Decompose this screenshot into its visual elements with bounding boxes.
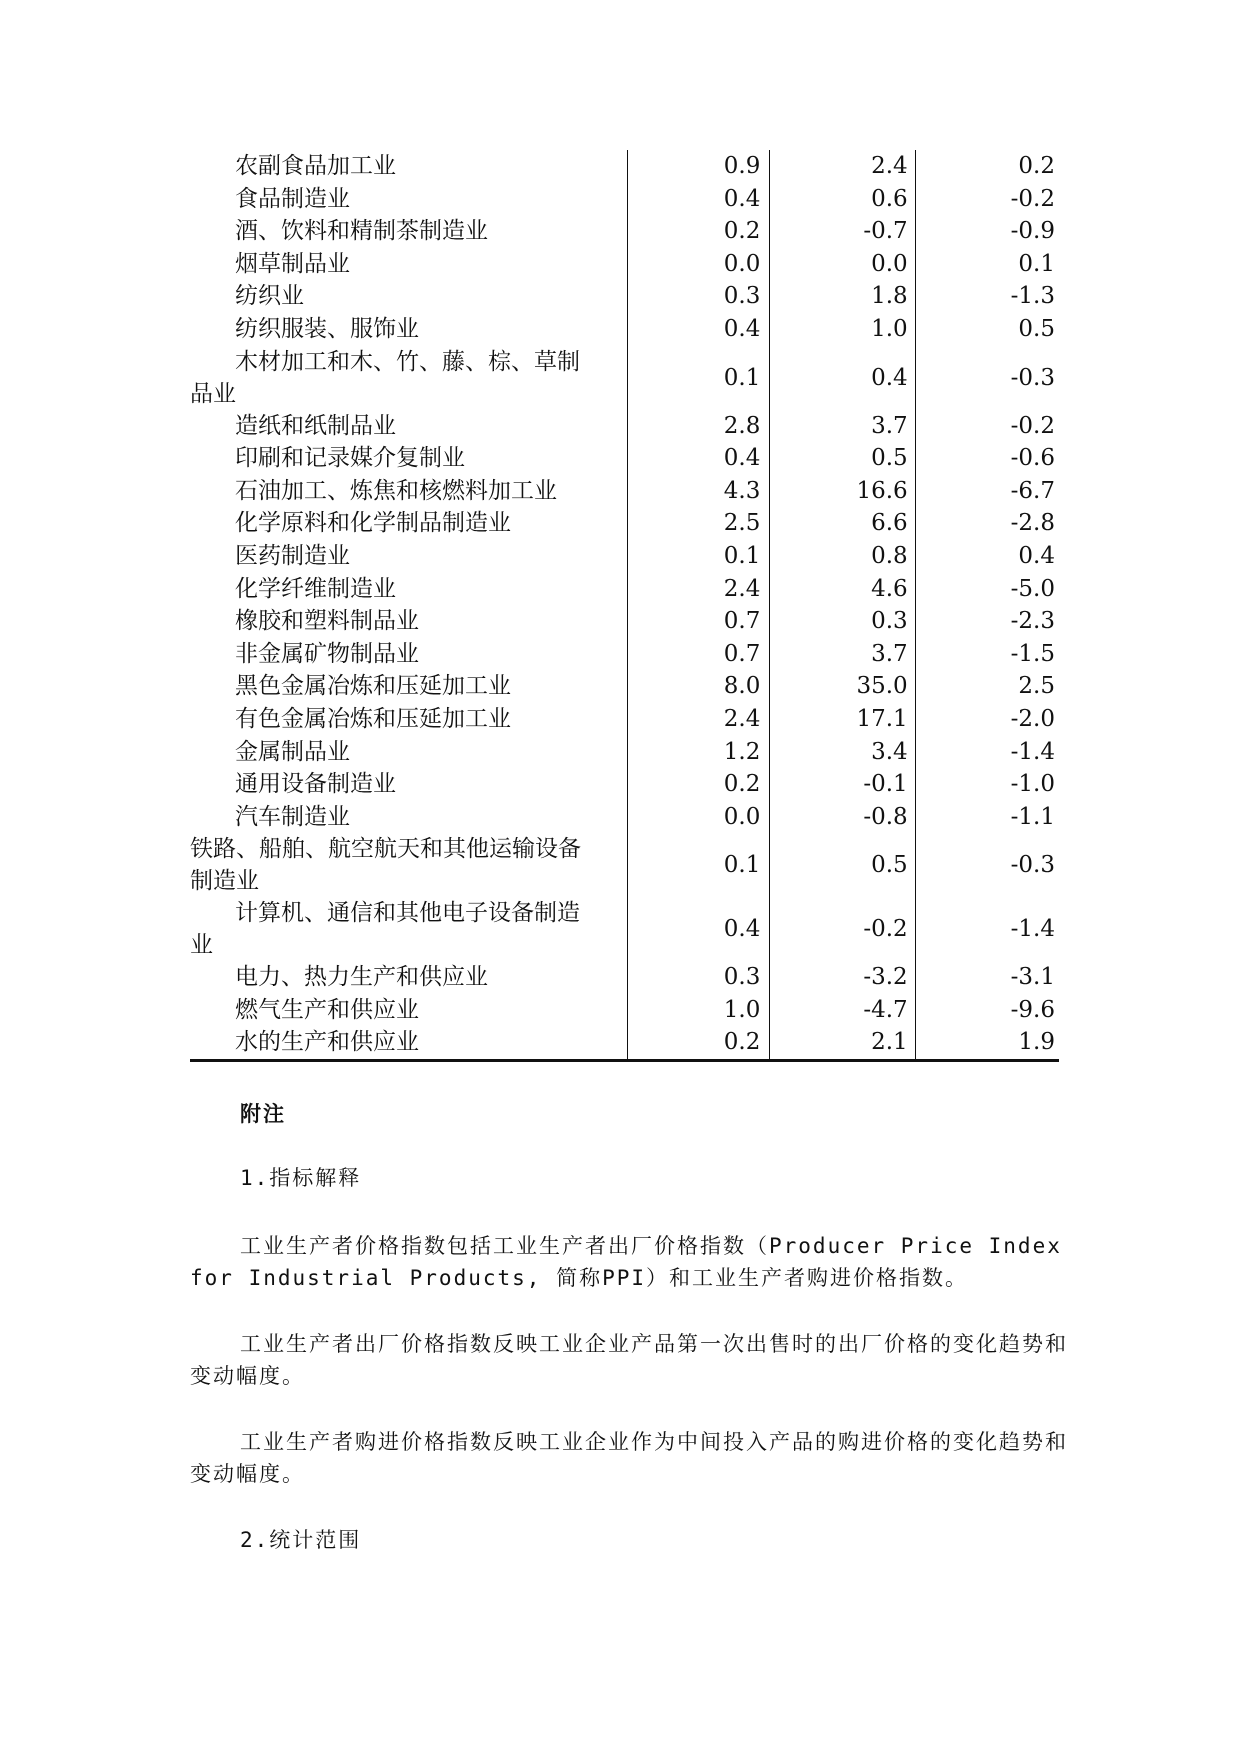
value-cell: 0.4 (628, 183, 770, 216)
value-cell: 0.4 (628, 442, 770, 475)
industry-name: 燃气生产和供应业 (235, 996, 419, 1023)
industry-name: 通用设备制造业 (235, 771, 396, 798)
value-cell: 3.7 (770, 638, 915, 671)
value-cell: 0.7 (628, 605, 770, 638)
value-cell: -0.9 (1010, 218, 1055, 245)
industry-name: 水的生产和供应业 (235, 1029, 419, 1056)
industry-name: 医药制造业 (235, 542, 350, 569)
value-cell: -3.2 (770, 961, 915, 994)
industry-name: 有色金属冶炼和压延加工业 (235, 705, 511, 732)
value-cell: 0.8 (770, 540, 915, 573)
notes-heading: 附注 (240, 1102, 286, 1126)
value-cell: 1.9 (1018, 1029, 1055, 1056)
industry-name: 印刷和记录媒介复制业 (235, 445, 465, 472)
value-cell: 0.0 (628, 248, 770, 281)
value-cell: 0.5 (770, 833, 915, 897)
industry-name: 汽车制造业 (235, 803, 350, 830)
value-cell: -0.2 (1010, 412, 1055, 439)
value-cell: -1.0 (1010, 771, 1055, 798)
value-cell: 0.1 (1018, 250, 1055, 277)
table-row (190, 833, 1059, 897)
value-cell: 35.0 (770, 670, 915, 703)
value-cell: 0.2 (628, 768, 770, 801)
table-row (190, 248, 1059, 281)
section-title: 2.统计范围 (240, 1528, 362, 1552)
value-cell: 4.3 (628, 475, 770, 508)
value-cell: -0.3 (1010, 364, 1055, 391)
table-row (190, 215, 1059, 248)
industry-name: 农副食品加工业 (235, 153, 396, 179)
value-cell: 16.6 (770, 475, 915, 508)
value-cell: 6.6 (770, 507, 915, 540)
value-cell: 0.5 (770, 442, 915, 475)
value-cell: -2.3 (1010, 608, 1055, 635)
paragraph: 工业生产者价格指数包括工业生产者出厂价格指数（Producer Price Index for Industrial Products, 简称PPI）和工业生产者购进价格指数。 (190, 1234, 1062, 1290)
paragraph: 工业生产者出厂价格指数反映工业企业产品第一次出售时的出厂价格的变化趋势和变动幅度。 (190, 1332, 1068, 1388)
value-cell: -1.4 (1010, 738, 1055, 765)
table-row (190, 346, 1059, 410)
value-cell: 0.2 (628, 1026, 770, 1060)
table-row (190, 573, 1059, 606)
table-row (190, 897, 1059, 961)
value-cell: -0.8 (770, 801, 915, 834)
table-row (190, 670, 1059, 703)
industry-name: 纺织业 (235, 283, 304, 310)
value-cell: 8.0 (628, 670, 770, 703)
table-row (190, 183, 1059, 216)
value-cell: 0.3 (628, 961, 770, 994)
value-cell: 0.3 (770, 605, 915, 638)
table-row (190, 1026, 1059, 1060)
industry-name: 铁路、船舶、航空航天和其他运输设备 制造业 (190, 836, 581, 895)
table-row (190, 801, 1059, 834)
section-title: 1.指标解释 (240, 1166, 362, 1190)
industry-name: 食品制造业 (235, 185, 350, 212)
value-cell: 1.2 (628, 736, 770, 769)
value-cell: 2.5 (1018, 673, 1055, 700)
table-row (190, 703, 1059, 736)
value-cell: 1.0 (628, 994, 770, 1027)
value-cell: 0.1 (628, 346, 770, 410)
value-cell: 0.9 (628, 150, 770, 183)
industry-name: 金属制品业 (235, 738, 350, 765)
table-row (190, 280, 1059, 313)
industry-name: 化学纤维制造业 (235, 575, 396, 602)
table-row (190, 475, 1059, 508)
table-row (190, 540, 1059, 573)
table-row (190, 442, 1059, 475)
value-cell: 2.5 (628, 507, 770, 540)
value-cell: 2.1 (770, 1026, 915, 1060)
value-cell: 0.5 (1018, 315, 1055, 342)
value-cell: -1.5 (1010, 640, 1055, 667)
value-cell: 0.6 (770, 183, 915, 216)
table-row (190, 768, 1059, 801)
value-cell: 0.7 (628, 638, 770, 671)
industry-name: 烟草制品业 (235, 250, 350, 277)
value-cell: 0.0 (628, 801, 770, 834)
industry-name: 计算机、通信和其他电子设备制造 业 (190, 900, 580, 959)
value-cell: -0.2 (1010, 185, 1055, 212)
value-cell: 2.4 (628, 573, 770, 606)
value-cell: 2.4 (628, 703, 770, 736)
industry-name: 木材加工和木、竹、藤、棕、草制 品业 (190, 348, 580, 407)
industry-name: 非金属矿物制品业 (235, 640, 419, 667)
value-cell: -6.7 (1010, 477, 1055, 504)
industry-name: 纺织服装、服饰业 (235, 315, 419, 342)
table-row (190, 150, 1059, 183)
industry-name: 电力、热力生产和供应业 (235, 964, 488, 991)
value-cell: -1.4 (1010, 916, 1055, 943)
value-cell: 0.4 (770, 346, 915, 410)
value-cell: 0.2 (1018, 153, 1055, 179)
value-cell: -2.8 (1010, 510, 1055, 537)
value-cell: 3.7 (770, 410, 915, 443)
value-cell: -0.7 (770, 215, 915, 248)
industry-name: 化学原料和化学制品制造业 (235, 510, 511, 537)
table-row (190, 638, 1059, 671)
value-cell: 17.1 (770, 703, 915, 736)
industry-name: 石油加工、炼焦和核燃料加工业 (235, 477, 557, 504)
table-row (190, 736, 1059, 769)
value-cell: 0.4 (1018, 542, 1055, 569)
value-cell: 0.4 (628, 897, 770, 961)
industry-price-table (190, 150, 1059, 1062)
value-cell: -0.3 (1010, 852, 1055, 879)
value-cell: 2.4 (770, 150, 915, 183)
industry-name: 造纸和纸制品业 (235, 412, 396, 439)
value-cell: 0.3 (628, 280, 770, 313)
value-cell: 0.2 (628, 215, 770, 248)
table-row (190, 994, 1059, 1027)
table-body (190, 150, 1059, 1061)
value-cell: -1.3 (1010, 283, 1055, 310)
table-row (190, 605, 1059, 638)
value-cell: -4.7 (770, 994, 915, 1027)
value-cell: -9.6 (1010, 996, 1055, 1023)
value-cell: 0.0 (770, 248, 915, 281)
value-cell: 0.1 (628, 833, 770, 897)
value-cell: 0.1 (628, 540, 770, 573)
value-cell: -3.1 (1010, 964, 1055, 991)
value-cell: 2.8 (628, 410, 770, 443)
value-cell: -1.1 (1010, 803, 1055, 830)
paragraph: 工业生产者购进价格指数反映工业企业作为中间投入产品的购进价格的变化趋势和变动幅度。 (190, 1430, 1068, 1486)
table-row (190, 313, 1059, 346)
value-cell: 4.6 (770, 573, 915, 606)
value-cell: 0.4 (628, 313, 770, 346)
table-row (190, 507, 1059, 540)
value-cell: 1.0 (770, 313, 915, 346)
table-row (190, 410, 1059, 443)
value-cell: -2.0 (1010, 705, 1055, 732)
value-cell: -0.2 (770, 897, 915, 961)
industry-name: 橡胶和塑料制品业 (235, 608, 419, 635)
value-cell: -0.1 (770, 768, 915, 801)
value-cell: -5.0 (1010, 575, 1055, 602)
table-row (190, 961, 1059, 994)
value-cell: 1.8 (770, 280, 915, 313)
industry-name: 黑色金属冶炼和压延加工业 (235, 673, 511, 700)
value-cell: 3.4 (770, 736, 915, 769)
industry-name: 酒、饮料和精制茶制造业 (235, 218, 488, 245)
value-cell: -0.6 (1010, 445, 1055, 472)
